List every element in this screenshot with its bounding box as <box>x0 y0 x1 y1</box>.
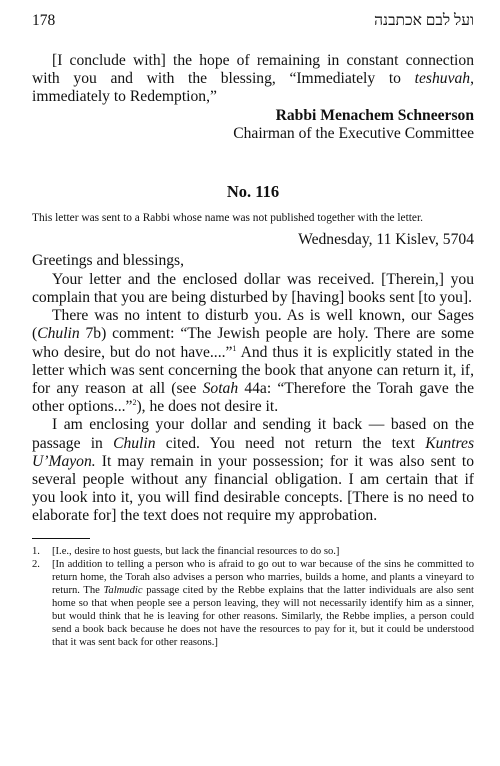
letter-greeting: Greetings and blessings, <box>32 251 185 269</box>
footnotes <box>32 545 474 649</box>
signature-title: Chairman of the Executive Committee <box>233 125 474 143</box>
letter-paragraph-1: Your letter and the enclosed dollar was received. [Therein,] you complain that you are being disturbed by [having] books sent [to you]. <box>32 270 474 307</box>
running-title: ועל לבם אכתבנה <box>374 12 474 29</box>
letter-date: Wednesday, 11 Kislev, 5704 <box>298 231 474 249</box>
letter-paragraph-2: There was no intent to disturb you. As is well known, our Sages (Chulin 7b) comment: “The Jewish people are holy. There are some who desire, but do not have....”$^1$ And thus it is explicitly stated in the letter which was sent concerning the book that anyone can return it, if, for any reason at all (see Sotah 44a: “Therefore the Torah gave the other options...”$^2$), he does not desire it. <box>32 307 474 416</box>
signature-name: Rabbi Menachem Schneerson <box>275 106 474 124</box>
footnote-2: 2. [In addition to telling a person who is afraid to go out to war because of the sins he committed to return home, the Torah also advises a person who marries, builds a home, and plants a vineyard to return. The Talmudic passage cited by the Rebbe explains that the latter individuals are also sent home so that when people see a person leaving, they will not necessarily identify him as a sinner, but would think that he is leaving for other reasons. Similarly, the Rebbe implies, a person could send a book back because he does not have the resources to pay for it, but it could be understood that it was sent back for other reasons.] <box>32 558 474 648</box>
page-number: 178 <box>32 12 56 29</box>
italic-term: teshuvah <box>414 70 471 88</box>
letter-intro-note: This letter was sent to a Rabbi whose name was not published together with the letter. <box>32 212 423 225</box>
letter-paragraph-3: I am enclosing your dollar and sending it back — based on the passage in Chulin cited. You need not return the text Kuntres U’Mayon. It may remain in your possession; for it was also sent to several people without any financial obligation. I am certain that if you look into it, you will find desirable concepts. [There is no need to elaborate for] the text does not require my approbation. <box>32 416 475 525</box>
closing-paragraph: [I conclude with] the hope of remaining in constant connection with you and with the blessing, “Immediately to teshuvah, immediately to Redemption,” <box>32 52 474 106</box>
footnote-ref-2: 2 <box>132 398 137 408</box>
footnote-divider <box>32 538 90 539</box>
footnote-ref-1: 1 <box>232 343 237 353</box>
running-header <box>32 12 474 36</box>
letter-number: No. 116 <box>226 182 280 202</box>
letter-body <box>32 271 474 526</box>
signature-block <box>32 107 474 144</box>
footnote-1: 1. [I.e., desire to host guests, but lack the financial resources to do so.] <box>32 545 340 557</box>
